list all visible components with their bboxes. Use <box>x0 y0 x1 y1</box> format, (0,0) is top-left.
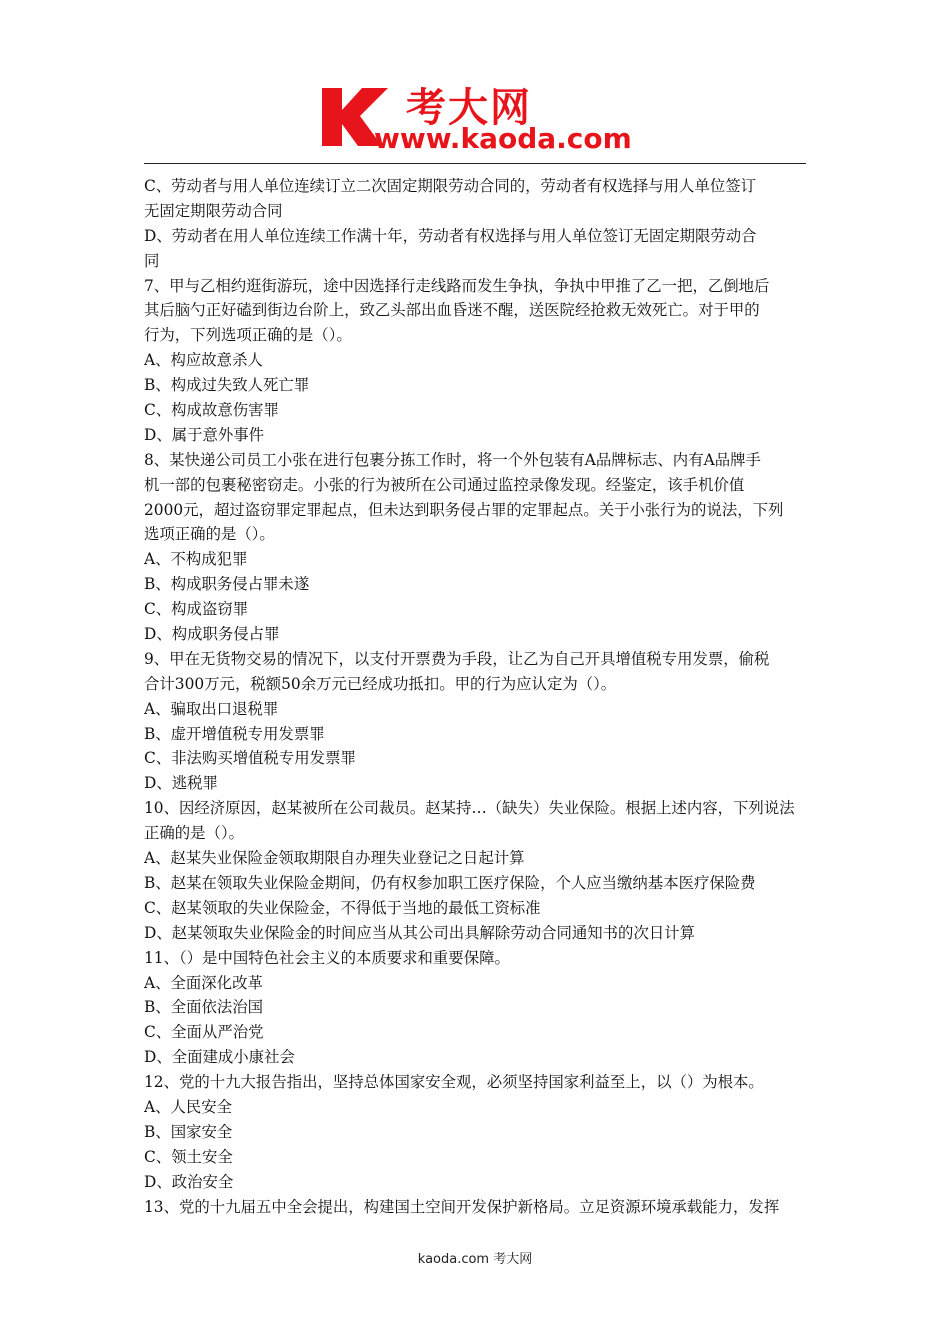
text-line: A、构应故意杀人 <box>144 351 263 370</box>
text-line: D、构成职务侵占罪 <box>144 625 280 644</box>
text-line: A、人民安全 <box>144 1097 233 1116</box>
text-line: D、赵某领取失业保险金的时间应当从其公司出具解除劳动合同通知书的次日计算 <box>144 923 696 942</box>
text-line: D、劳动者在用人单位连续工作满十年，劳动者有权选择与用人单位签订无固定期限劳动合 <box>144 226 757 245</box>
text-line: 13、党的十九届五中全会提出，构建国土空间开发保护新格局。立足资源环境承载能力，发挥 <box>144 1197 780 1216</box>
text-line: C、构成故意伤害罪 <box>144 401 279 420</box>
document-body <box>144 174 808 1219</box>
text-line: B、全面依法治国 <box>144 998 264 1017</box>
text-line: B、构成过失致人死亡罪 <box>144 376 310 395</box>
logo-chinese-name: 考大网 <box>406 85 532 131</box>
page-footer: kaoda.com 考大网 <box>417 1252 533 1267</box>
kaoda-logo <box>318 80 638 160</box>
text-line: 行为，下列选项正确的是（）。 <box>144 326 352 345</box>
text-line: C、赵某领取的失业保险金，不得低于当地的最低工资标准 <box>144 898 541 917</box>
text-line: D、属于意外事件 <box>144 425 265 444</box>
text-line: 12、党的十九大报告指出，坚持总体国家安全观，必须坚持国家利益至上，以（）为根本。 <box>144 1073 764 1092</box>
text-line: A、赵某失业保险金领取期限自办理失业登记之日起计算 <box>144 849 525 868</box>
logo-url: www.kaoda.com <box>374 122 632 155</box>
text-line: 其后脑勺正好磕到街边台阶上，致乙头部出血昏迷不醒，送医院经抢救无效死亡。对于甲的 <box>144 301 760 320</box>
text-line: D、全面建成小康社会 <box>144 1048 295 1067</box>
text-line: D、政治安全 <box>144 1172 234 1191</box>
text-line: A、骗取出口退税罪 <box>144 699 279 718</box>
text-line: C、非法购买增值税专用发票罪 <box>144 749 356 768</box>
text-line: B、构成职务侵占罪未遂 <box>144 575 310 594</box>
text-line: 11、（）是中国特色社会主义的本质要求和重要保障。 <box>144 948 510 967</box>
text-line: D、逃税罪 <box>144 774 218 793</box>
text-line: A、不构成犯罪 <box>144 550 248 569</box>
text-line: B、虚开增值税专用发票罪 <box>144 724 325 743</box>
text-line: 正确的是（）。 <box>144 824 245 843</box>
text-line: 9、甲在无货物交易的情况下，以支付开票费为手段，让乙为自己开具增值税专用发票，偷税 <box>144 649 770 668</box>
text-line: 合计300万元，税额50余万元已经成功抵扣。甲的行为应认定为（）。 <box>144 674 617 693</box>
text-line: 2000元，超过盗窃罪定罪起点，但未达到职务侵占罪的定罪起点。关于小张行为的说法，下列 <box>144 500 784 519</box>
text-line: B、国家安全 <box>144 1122 233 1141</box>
text-line: 8、某快递公司员工小张在进行包裹分拣工作时，将一个外包装有A品牌标志、内有A品牌手 <box>144 450 761 469</box>
text-line: 10、因经济原因，赵某被所在公司裁员。赵某持…（缺失）失业保险。根据上述内容，下列说法 <box>144 799 795 818</box>
text-line: 选项正确的是（）。 <box>144 525 275 544</box>
text-line: 7、甲与乙相约逛街游玩，途中因选择行走线路而发生争执，争执中甲推了乙一把，乙倒地后 <box>144 276 770 295</box>
text-line: C、全面从严治党 <box>144 1023 264 1042</box>
text-line: C、构成盗窃罪 <box>144 600 249 619</box>
header-divider <box>144 163 806 164</box>
text-line: B、赵某在领取失业保险金期间，仍有权参加职工医疗保险，个人应当缴纳基本医疗保险费 <box>144 873 756 892</box>
text-line: C、领土安全 <box>144 1147 233 1166</box>
text-line: 机一部的包裹秘密窃走。小张的行为被所在公司通过监控录像发现。经鉴定，该手机价值 <box>144 475 745 494</box>
text-line: C、劳动者与用人单位连续订立二次固定期限劳动合同的，劳动者有权选择与用人单位签订 <box>144 177 757 195</box>
text-line: 无固定期限劳动合同 <box>144 201 283 220</box>
text-line: A、全面深化改革 <box>144 973 263 992</box>
text-line: 同 <box>144 251 160 270</box>
